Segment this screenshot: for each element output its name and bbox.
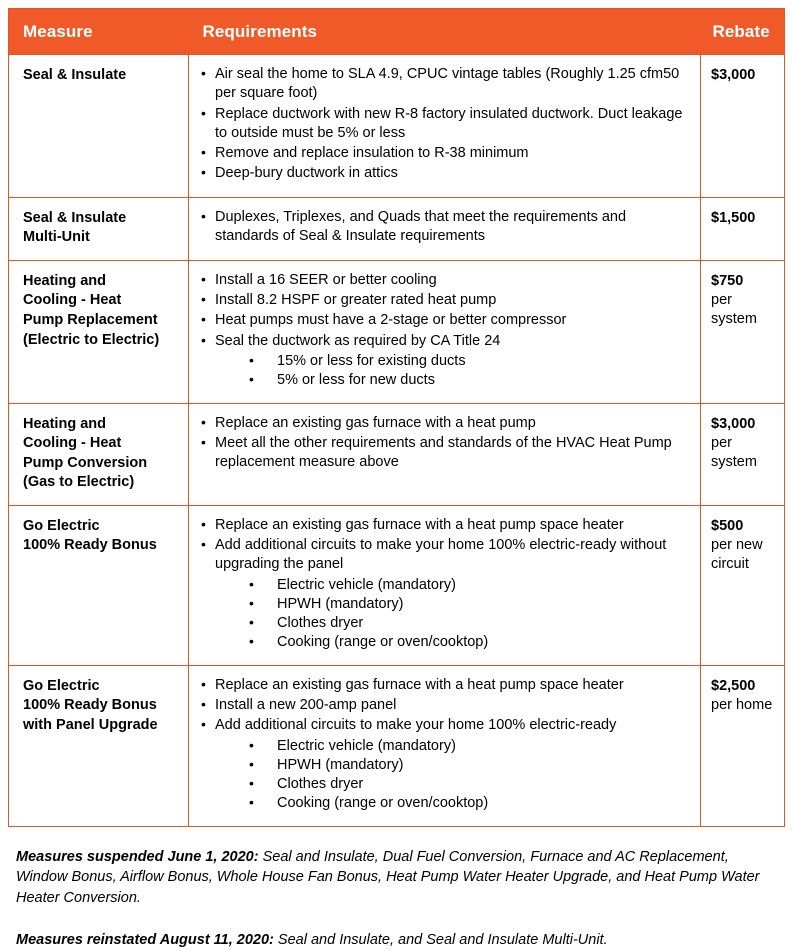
table-row bbox=[9, 197, 785, 260]
measure-cell bbox=[9, 55, 189, 198]
table-body bbox=[9, 55, 785, 827]
table-header-row bbox=[9, 9, 785, 55]
requirements-cell bbox=[189, 505, 701, 665]
rebate-unit-line: circuit bbox=[711, 556, 749, 573]
requirement-bullet: • Install a 16 SEER or better cooling bbox=[195, 271, 690, 290]
table-row bbox=[9, 665, 785, 826]
rebate-amount: $750 bbox=[711, 272, 744, 289]
footnote-body: Seal and Insulate, and Seal and Insulate Multi-Unit. bbox=[273, 932, 608, 949]
rebate-amount: $3,000 bbox=[711, 67, 756, 83]
measure-cell bbox=[9, 260, 189, 403]
rebate-cell bbox=[701, 665, 785, 826]
measure-cell bbox=[9, 665, 189, 826]
requirement-subbullet: • HPWH (mandatory) bbox=[195, 756, 690, 775]
requirement-bullet: • Meet all the other requirements and standards of the HVAC Heat Pump replacement measure above bbox=[195, 434, 690, 473]
requirement-subbullet: • Electric vehicle (mandatory) bbox=[195, 576, 690, 595]
requirements-cell bbox=[189, 260, 701, 403]
requirements-cell bbox=[189, 55, 701, 198]
measure-line: Pump Replacement bbox=[23, 311, 158, 328]
footnote bbox=[16, 847, 764, 909]
footnote bbox=[16, 930, 764, 951]
measure-line: Heating and bbox=[23, 415, 106, 432]
measure-line: Pump Conversion bbox=[23, 454, 148, 471]
rebate-unit-line: per bbox=[711, 434, 732, 451]
rebate-unit-line: per new bbox=[711, 537, 763, 554]
requirements-list bbox=[195, 676, 690, 814]
requirement-bullet: • Add additional circuits to make your home 100% electric-ready bbox=[195, 716, 690, 735]
measure-line: Go Electric bbox=[23, 517, 100, 534]
requirement-sublist bbox=[195, 576, 690, 653]
measure-line: Cooling - Heat bbox=[23, 435, 122, 452]
rebate-table bbox=[8, 8, 785, 827]
requirement-subbullet: • Clothes dryer bbox=[195, 775, 690, 794]
rebate-unit-line: per bbox=[711, 292, 732, 309]
measure-line: (Electric to Electric) bbox=[23, 331, 160, 348]
requirement-bullet: • Install 8.2 HSPF or greater rated heat pump bbox=[195, 291, 690, 310]
measure-line: (Gas to Electric) bbox=[23, 474, 135, 491]
requirements-list bbox=[195, 208, 690, 247]
requirement-subbullet: • 5% or less for new ducts bbox=[195, 371, 690, 390]
measure-cell bbox=[9, 403, 189, 505]
measure-line: 100% Ready Bonus bbox=[23, 537, 157, 554]
requirements-cell bbox=[189, 197, 701, 260]
requirement-bullet: • Deep-bury ductwork in attics bbox=[195, 164, 690, 183]
requirement-bullet: • Air seal the home to SLA 4.9, CPUC vintage tables (Roughly 1.25 cfm50 per square foot) bbox=[195, 65, 690, 104]
requirements-list bbox=[195, 271, 690, 391]
requirements-cell bbox=[189, 403, 701, 505]
measure-line: Seal & Insulate bbox=[23, 209, 127, 226]
rebate-unit-line: per home bbox=[711, 697, 773, 713]
requirements-list bbox=[195, 65, 690, 184]
requirement-bullet: • Replace ductwork with new R-8 factory insulated ductwork. Duct leakage to outside must be 5% or less bbox=[195, 105, 690, 144]
requirement-bullet: • Add additional circuits to make your home 100% electric-ready without upgrading the panel bbox=[195, 536, 690, 575]
measure-line: Cooling - Heat bbox=[23, 292, 122, 309]
footnotes-section bbox=[8, 847, 784, 951]
measure-line: Heating and bbox=[23, 272, 106, 289]
table-row bbox=[9, 55, 785, 198]
measure-line: Multi-Unit bbox=[23, 229, 90, 246]
rebate-unit-line: system bbox=[711, 454, 757, 471]
requirement-subbullet: • HPWH (mandatory) bbox=[195, 595, 690, 614]
table-row bbox=[9, 403, 785, 505]
rebate-unit-line: system bbox=[711, 311, 757, 328]
rebate-amount: $500 bbox=[711, 517, 744, 534]
table-row bbox=[9, 505, 785, 665]
requirement-bullet: • Install a new 200-amp panel bbox=[195, 696, 690, 715]
requirement-subbullet: • 15% or less for existing ducts bbox=[195, 352, 690, 371]
requirement-sublist bbox=[195, 737, 690, 814]
requirement-subbullet: • Cooking (range or oven/cooktop) bbox=[195, 633, 690, 652]
measure-line: Go Electric bbox=[23, 677, 100, 694]
requirement-subbullet: • Clothes dryer bbox=[195, 614, 690, 633]
column-header-measure: Measure bbox=[9, 9, 189, 55]
rebate-amount: $1,500 bbox=[711, 209, 756, 226]
measure-line: with Panel Upgrade bbox=[23, 716, 158, 733]
rebate-amount: $2,500 bbox=[711, 677, 756, 694]
footnote-body: Seal and Insulate, Dual Fuel Conversion, Furnace and AC Replacement, Window Bonus, Airflow Bonus, Whole House Fan Bonus, Heat Pump Water Heater Upgrade, and Heat Pump Water Heater Conversion. bbox=[16, 848, 760, 906]
footnote-lead: Measures reinstated August 11, 2020: bbox=[16, 932, 274, 949]
requirement-bullet: • Replace an existing gas furnace with a heat pump space heater bbox=[195, 516, 690, 535]
requirements-cell bbox=[189, 665, 701, 826]
requirement-bullet: • Seal the ductwork as required by CA Title 24 bbox=[195, 332, 690, 351]
measure-line: 100% Ready Bonus bbox=[23, 697, 157, 714]
requirement-bullet: • Heat pumps must have a 2-stage or better compressor bbox=[195, 311, 690, 330]
requirement-bullet: • Duplexes, Triplexes, and Quads that meet the requirements and standards of Seal & Insulate requirements bbox=[195, 208, 690, 247]
column-header-rebate: Rebate bbox=[701, 9, 785, 55]
measure-cell bbox=[9, 505, 189, 665]
requirements-list bbox=[195, 516, 690, 653]
requirement-subbullet: • Electric vehicle (mandatory) bbox=[195, 737, 690, 756]
rebate-amount: $3,000 bbox=[711, 415, 756, 432]
rebate-cell bbox=[701, 505, 785, 665]
measure-cell bbox=[9, 197, 189, 260]
requirement-bullet: • Replace an existing gas furnace with a heat pump bbox=[195, 414, 690, 433]
requirement-bullet: • Remove and replace insulation to R-38 minimum bbox=[195, 144, 690, 163]
table-row bbox=[9, 260, 785, 403]
rebate-cell bbox=[701, 403, 785, 505]
requirement-sublist bbox=[195, 352, 690, 391]
rebate-cell bbox=[701, 260, 785, 403]
footnote-lead: Measures suspended June 1, 2020: bbox=[16, 848, 259, 865]
table-header bbox=[9, 9, 785, 55]
rebate-cell bbox=[701, 55, 785, 198]
requirement-subbullet: • Cooking (range or oven/cooktop) bbox=[195, 794, 690, 813]
rebate-cell bbox=[701, 197, 785, 260]
measure-line: Seal & Insulate bbox=[23, 67, 127, 83]
requirements-list bbox=[195, 414, 690, 473]
column-header-requirements: Requirements bbox=[189, 9, 701, 55]
requirement-bullet: • Replace an existing gas furnace with a heat pump space heater bbox=[195, 676, 690, 695]
